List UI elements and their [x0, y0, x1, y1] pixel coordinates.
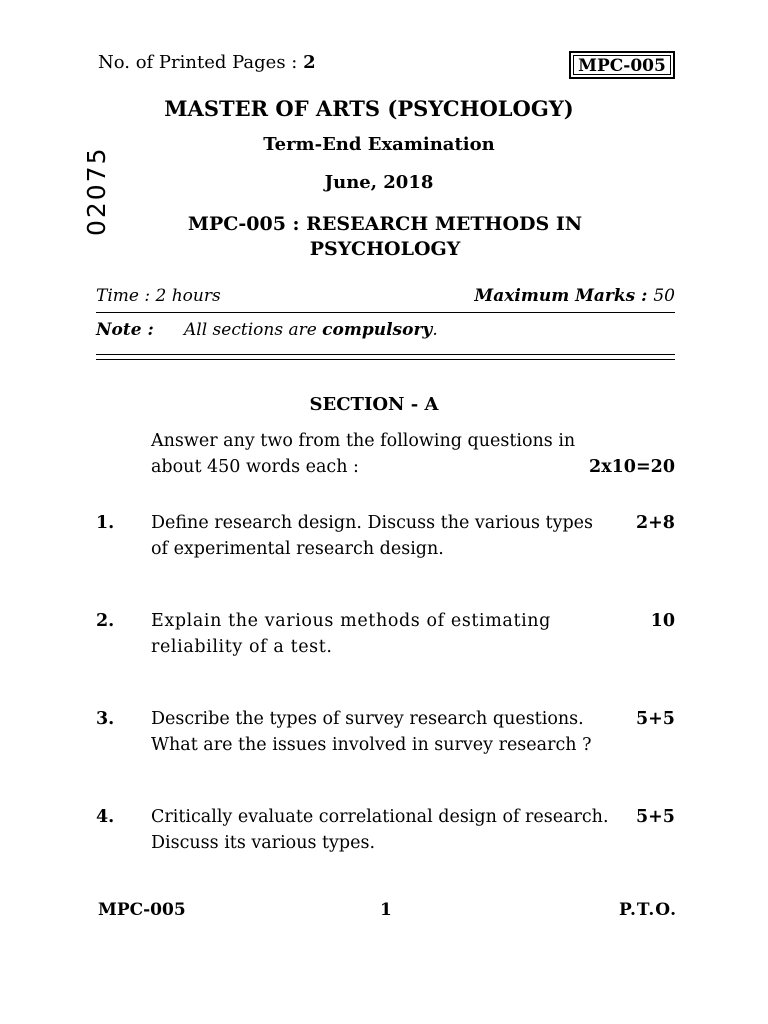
course-code-text: MPC-005 [573, 55, 671, 75]
course-title-line1: MPC-005 : RESEARCH METHODS IN [187, 213, 583, 235]
double-rule-bottom [96, 359, 675, 360]
instruction-marks: 2x10=20 [589, 457, 675, 477]
note-label: Note : [96, 320, 154, 340]
exam-title: Term-End Examination [263, 134, 495, 155]
degree-title: MASTER OF ARTS (PSYCHOLOGY) [164, 96, 574, 121]
question-text-line2: reliability of a test. [151, 637, 333, 657]
course-title-line2: PSYCHOLOGY [309, 238, 461, 260]
question-marks: 5+5 [635, 709, 675, 729]
question-text-line1: Critically evaluate correlational design of research. [151, 807, 609, 827]
footer-course-code: MPC-005 [98, 900, 186, 920]
question-number: 1. [96, 513, 115, 533]
time-allowed: Time : 2 hours [96, 286, 221, 306]
maximum-marks [474, 286, 675, 306]
question-text-line2: Discuss its various types. [151, 833, 376, 853]
double-rule-top [96, 354, 675, 355]
printed-pages-count [98, 52, 316, 73]
question-1 [96, 510, 675, 562]
question-marks: 2+8 [635, 513, 675, 533]
question-number: 3. [96, 709, 115, 729]
question-text-line2: What are the issues involved in survey research ? [151, 735, 592, 755]
instruction-row [151, 454, 675, 480]
question-text-line2: of experimental research design. [151, 539, 444, 559]
maximum-marks-label: Maximum Marks : [474, 286, 654, 306]
instruction-line2: about 450 words each : [151, 457, 359, 477]
serial-number-text: 02075 [82, 146, 111, 236]
question-text [151, 706, 625, 758]
question-text [151, 510, 625, 562]
question-text [151, 608, 625, 660]
printed-pages-value: 2 [303, 52, 316, 73]
instruction-line1: Answer any two from the following questions in [151, 431, 576, 451]
question-text-line1: Describe the types of survey research questions. [151, 709, 584, 729]
question-text-line1: Define research design. Discuss the various types [151, 513, 593, 533]
course-title [160, 212, 610, 262]
footer-page-number: 1 [380, 900, 392, 920]
note-text [184, 320, 438, 340]
note-text-bold: compulsory [322, 320, 433, 340]
maximum-marks-value: 50 [653, 286, 675, 306]
divider-line [96, 312, 675, 313]
question-text-line1: Explain the various methods of estimating [151, 611, 551, 631]
note-text-prefix: All sections are [184, 320, 323, 340]
question-text [151, 804, 625, 856]
question-4 [96, 804, 675, 856]
course-code-box [569, 51, 675, 79]
exam-date: June, 2018 [324, 172, 434, 193]
section-heading: SECTION - A [309, 394, 439, 415]
note-text-suffix: . [432, 320, 438, 340]
question-number: 2. [96, 611, 115, 631]
question-2 [96, 608, 675, 660]
section-instruction [151, 428, 675, 480]
footer-pto: P.T.O. [619, 900, 677, 920]
printed-pages-label: No. of Printed Pages : [98, 52, 304, 73]
question-number: 4. [96, 807, 115, 827]
question-3 [96, 706, 675, 758]
question-marks: 5+5 [635, 807, 675, 827]
question-marks: 10 [650, 611, 675, 631]
